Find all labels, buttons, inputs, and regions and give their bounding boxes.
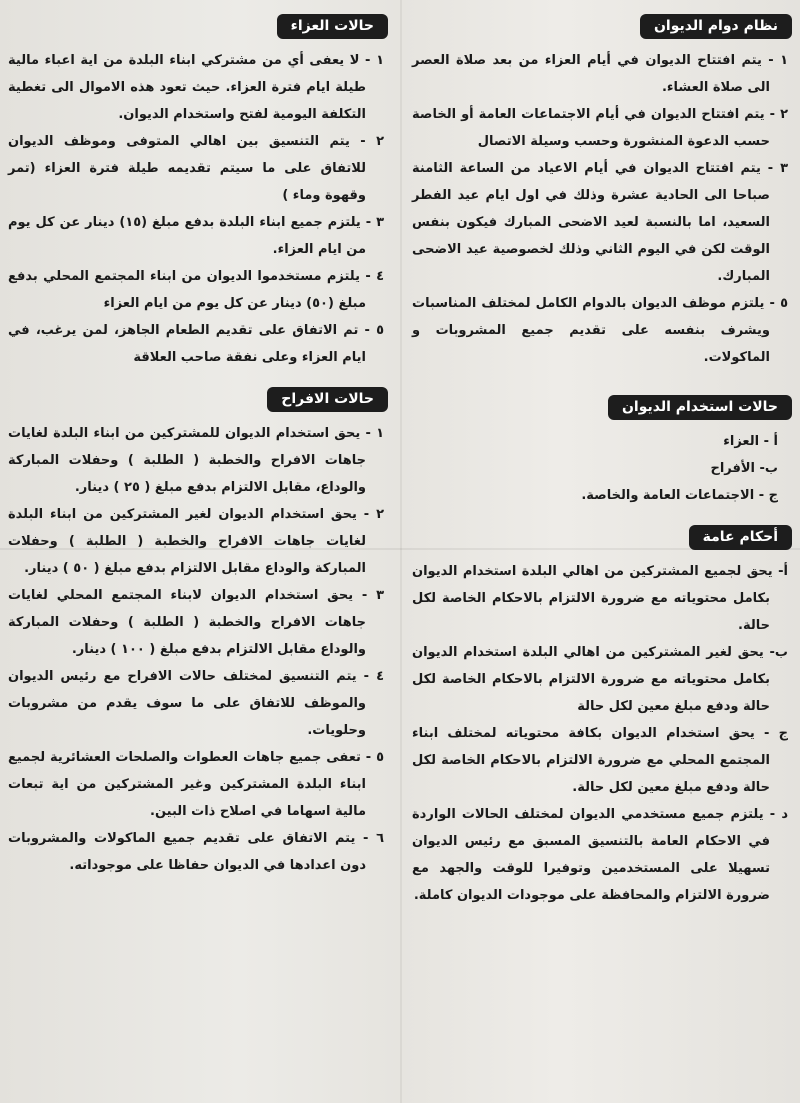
section-header: نظام دوام الديوان xyxy=(640,14,792,39)
list-item: ٥ - تم الاتفاق على تقديم الطعام الجاهز، لمن يرغب، في ايام العزاء وعلى نفقة صاحب العلاقة xyxy=(8,323,384,365)
fold-line xyxy=(400,0,402,1103)
section-header: حالات العزاء xyxy=(277,14,388,39)
left-column xyxy=(8,8,388,889)
list-item: ٥ - تعفى جميع جاهات العطوات والصلحات العشائرية لجميع ابناء البلدة المشتركين وغير المشتركين من اية تبعات مالية اسهاما في اصلاح ذات البين. xyxy=(8,750,384,819)
list-item: ٢ - يحق استخدام الديوان لغير المشتركين من ابناء البلدة لغايات جاهات الافراح والخطبة ( الطلبة ) وحفلات المباركة والوداع مقابل الالتزام بدفع مبلغ ( ٥٠ ) دينار. xyxy=(8,507,384,576)
section-condolences xyxy=(8,8,388,371)
list-item: أ- يحق لجميع المشتركين من اهالي البلدة استخدام الديوان بكامل محتوياته مع ضرورة الالتزام بالاحكام الخاصة لكل حالة. xyxy=(412,564,788,633)
list-item: ٢ - يتم افتتاح الديوان في أيام الاجتماعات العامة أو الخاصة حسب الدعوة المنشورة وحسب وسيلة الاتصال xyxy=(412,107,788,149)
section-weddings xyxy=(8,381,388,879)
list-item: ٣ - يحق استخدام الديوان لابناء المجتمع المحلي لغايات جاهات الافراح والخطبة ( الطلبة ) وحفلات المباركة والوداع مقابل الالتزام بدفع مبلغ ( ١٠٠ ) دينار. xyxy=(8,588,384,657)
section-work-schedule xyxy=(412,8,792,371)
list-item: ج - الاجتماعات العامة والخاصة. xyxy=(581,488,778,503)
section-general-rules xyxy=(412,519,792,909)
list-item: ٤ - يلتزم مستخدموا الديوان من ابناء المجتمع المحلي بدفع مبلغ (٥٠) دينار عن كل يوم من ايام العزاء xyxy=(8,269,384,311)
section-header: حالات استخدام الديوان xyxy=(608,395,792,420)
section-header: حالات الافراح xyxy=(267,387,388,412)
list-item: ١ - لا يعفى أي من مشتركي ابناء البلدة من اية اعباء مالية طيلة ايام فترة العزاء. حيث تعود هذه الاموال الى تغطية التكلفة اليومية لفتح واستخدام الديوان. xyxy=(8,53,384,122)
section-usage-cases xyxy=(412,389,792,509)
list-item: ٣ - يلتزم جميع ابناء البلدة بدفع مبلغ (١٥) دينار عن كل يوم من ايام العزاء. xyxy=(8,215,384,257)
list-item: ٥ - يلتزم موظف الديوان بالدوام الكامل لمختلف المناسبات ويشرف بنفسه على تقديم جميع المشروبات و الماكولات. xyxy=(412,296,788,365)
list-item: د - يلتزم جميع مستخدمي الديوان لمختلف الحالات الواردة في الاحكام العامة بالتنسيق المسبق مع رئيس الديوان تسهيلا على المستخدمين وتوفيرا للوقت والجهد مع ضرورة الالتزام والمحافظة على موجودات الديوان كاملة. xyxy=(412,807,788,903)
list-item: ب- يحق لغير المشتركين من اهالي البلدة استخدام الديوان بكامل محتوياته مع ضرورة الالتزام بالاحكام الخاصة لكل حالة ودفع مبلغ معين لكل حالة xyxy=(412,645,788,714)
list-item: ٤ - يتم التنسيق لمختلف حالات الافراح مع رئيس الديوان والموظف للاتفاق على ما سوف يقدم من مشروبات وحلويات. xyxy=(8,669,384,738)
list-item: ب- الأفراح xyxy=(710,461,778,476)
list-item: ج - يحق استخدام الديوان بكافة محتوياته لمختلف ابناء المجتمع المحلي مع ضرورة الالتزام بالاحكام الخاصة لكل حالة ودفع مبلغ معين لكل حالة. xyxy=(412,726,788,795)
list-item: أ - العزاء xyxy=(723,434,778,449)
list-item: ٦ - يتم الاتفاق على تقديم جميع الماكولات والمشروبات دون اعدادها في الديوان حفاظا على موجوداته. xyxy=(8,831,384,873)
list-item: ١ - يحق استخدام الديوان للمشتركين من ابناء البلدة لغايات جاهات الافراح والخطبة ( الطلبة ) وحفلات المباركة والوداع، مقابل الالتزام بدفع مبلغ ( ٢٥ ) دينار. xyxy=(8,426,384,495)
list-item: ١ - يتم افتتاح الديوان في أيام العزاء من بعد صلاة العصر الى صلاة العشاء. xyxy=(412,53,788,95)
list-item: ٢ - يتم التنسيق بين اهالي المتوفى وموظف الديوان للاتفاق على ما سيتم تقديمه طيلة فترة العزاء (تمر وقهوة وماء ) xyxy=(8,134,384,203)
section-header: أحكام عامة xyxy=(689,525,792,550)
right-column xyxy=(412,8,792,919)
list-item: ٣ - يتم افتتاح الديوان في أيام الاعياد من الساعة الثامنة صباحا الى الحادية عشرة وذلك في اول ايام عيد الفطر السعيد، اما بالنسبة لعيد الاضحى المبارك فيكون بنفس الوقت لكن في اليوم الثاني وذلك لخصوصية عيد الاضحى المبارك. xyxy=(412,161,788,284)
